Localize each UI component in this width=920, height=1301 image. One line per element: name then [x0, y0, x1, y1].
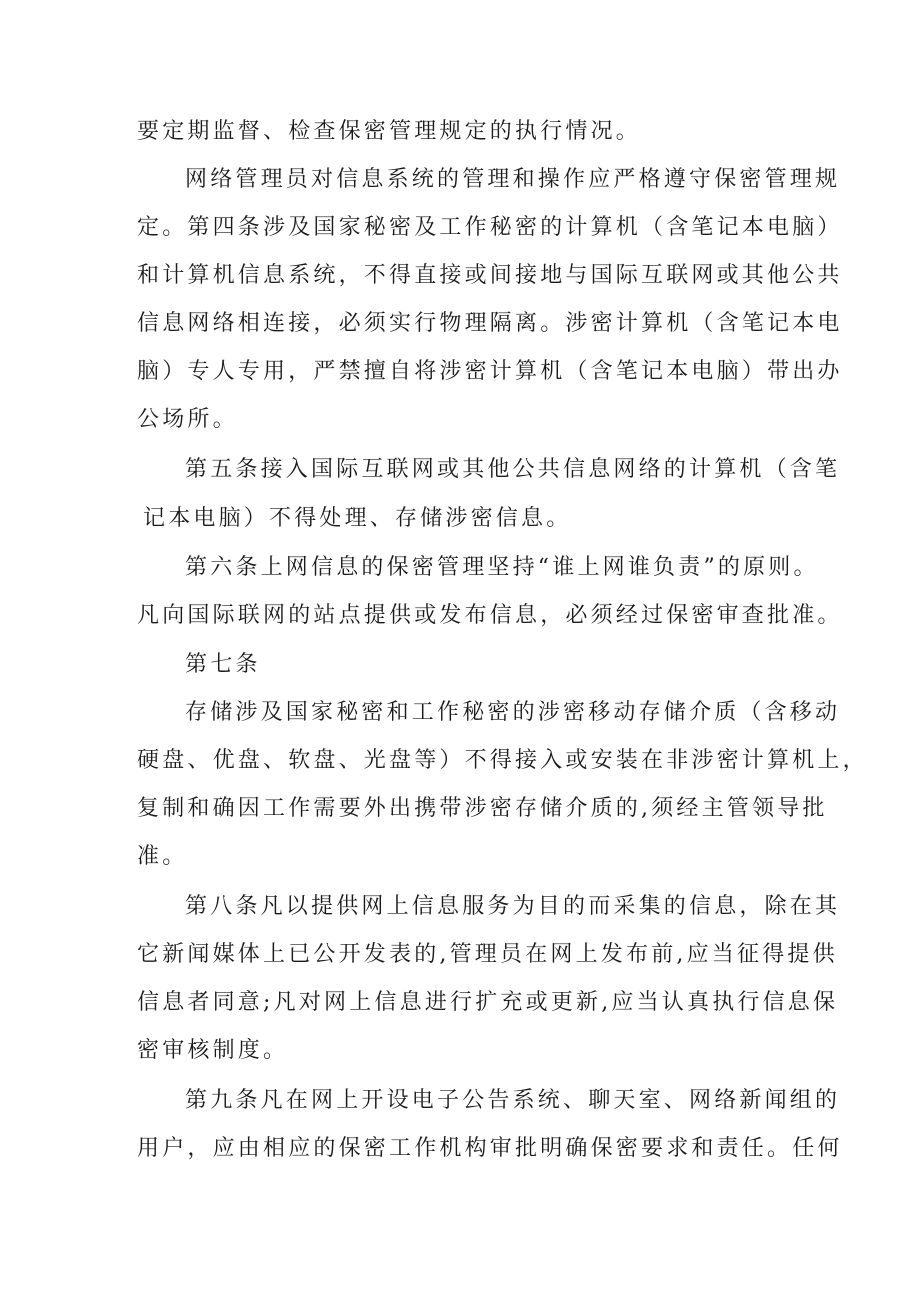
text-line: 网络管理员对信息系统的管理和操作应严格遵守保密管理规 — [185, 167, 841, 192]
text-line: 公场所。 — [137, 407, 238, 432]
text-line: 准。 — [137, 844, 188, 869]
text-line: 定。第四条涉及国家秘密及工作秘密的计算机（含笔记本电脑） — [137, 215, 843, 240]
text-line: 脑）专人专用，严禁擅自将涉密计算机（含笔记本电脑）带出办 — [137, 359, 843, 384]
text-line: 记本电脑）不得处理、存储涉密信息。 — [143, 506, 572, 531]
text-line: 用户，应由相应的保密工作机构审批明确保密要求和责任。任何 — [137, 1136, 843, 1161]
text-line: 信息者同意;凡对网上信息进行扩充或更新,应当认真执行信息保 — [137, 990, 839, 1015]
text-line: 信息网络相连接，必须实行物理隔离。涉密计算机（含笔记本电 — [137, 311, 843, 336]
text-line: 和计算机信息系统，不得直接或间接地与国际互联网或其他公共 — [137, 263, 843, 288]
text-line: 第九条凡在网上开设电子公告系统、聊天室、网络新闻组的 — [185, 1088, 841, 1113]
text-line: 第五条接入国际互联网或其他公共信息网络的计算机（含笔 — [185, 457, 841, 482]
text-line: 复制和确因工作需要外出携带涉密存储介质的,须经主管领导批 — [137, 796, 828, 821]
text-line: 凡向国际联网的站点提供或发布信息，必须经过保密审查批准。 — [137, 603, 843, 628]
text-line: 存储涉及国家秘密和工作秘密的涉密移动存储介质（含移动 — [185, 700, 841, 725]
text-line: 硬盘、优盘、软盘、光盘等）不得接入或安装在非涉密计算机上， — [137, 748, 868, 773]
text-line: 第八条凡以提供网上信息服务为目的而采集的信息，除在其 — [185, 894, 841, 919]
text-line: 第六条上网信息的保密管理坚持“谁上网谁负责”的原则。 — [185, 555, 819, 580]
text-line: 第七条 — [185, 652, 261, 677]
text-line: 它新闻媒体上已公开发表的,管理员在网上发布前,应当征得提供 — [137, 942, 838, 967]
text-line: 密审核制度。 — [137, 1038, 289, 1063]
text-line: 要定期监督、检查保密管理规定的执行情况。 — [137, 119, 642, 144]
